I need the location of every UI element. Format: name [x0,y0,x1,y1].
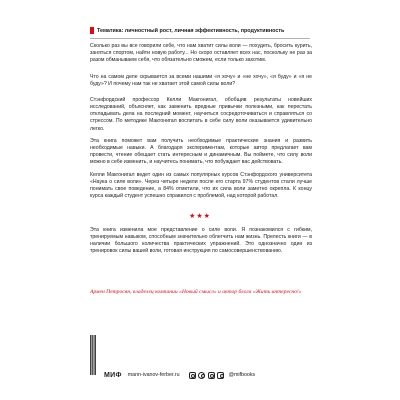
topic-text: Тематика: личностный рост, личная эффективность, продуктивность [97,27,285,34]
publisher-logo: МИФ [104,371,122,379]
social-handle[interactable]: @mifbooks [228,372,256,378]
vk-icon[interactable] [189,372,196,379]
publisher-website[interactable]: mann-ivanov-ferber.ru [127,372,180,378]
paragraph-book: Эта книга поможет вам получить необходимые практические знания и развить необходимые навыки. А благодаря экспериментам, которые автор предлагает вам провести, чтение обещает стать интересным и динамичным. Вы поймете, что силу воли можно в себе изменить, и научитесь понимать, что побуждает вас действовать. [90,138,312,166]
barcode-icon [90,335,96,375]
paragraph-question: Что на самом деле скрывается за всеми нашими «я хочу» и «не хочу», «я буду» и «я не буду»? И почему нам так не хватает этой самой силы воли? [90,74,312,88]
paragraph-review: Эта книга изменила мое представление о силе воли. Я познакомился с гибким, тренируемым навыком, способным значительно облегчить нам жизнь. Прелесть книги — в наличии большого количества практических упражнений. Это однозначно один из тренировок силы вашей воли, готовая инструкция по самосовершенствованию. [90,227,312,255]
paragraph-intro: Сколько раз вы все говорили себе, что нам хватит силы воли — похудеть, бросить курить, заняться спортом, найти новую работу... Но скоро оставляет всех нас, поскольку не раз за разом обманываем себя, что обязательно сможем, если только захотим. [90,43,312,64]
telegram-icon[interactable] [198,372,205,379]
paragraph-course: Келли Макгонигал ведет один из самых популярных курсов Стэнфордского университета «Наука о силе воли». Через четыре недели после его старта 97% студентов стали лучше понимать свое поведение, а 84% отметили, что их сила воли заметно окрепла. К концу курса каждый студент успешно справился с проблемой, над которой работал. [90,172,312,200]
youtube-icon[interactable] [208,372,215,379]
paragraph-professor: Стэнфордский профессор Келли Макгонигал, обобщив результаты новейших исследований, объясняет, как заменить вредные привычки полезными, как перестать откладывать дела на последний момент, научиться сосредоточиваться и справляться со стрессом. По методике Макгонигал воспитать в себе силу воли оказывается удивительно легко. [90,97,312,132]
divider [90,38,310,39]
instagram-icon[interactable] [217,372,224,379]
quote-attribution: Армен Петросян, владелец компании «Новый смысл» и автор блога «Жить интересно!» [90,289,302,295]
topic-marker [90,27,94,34]
publisher-footer [104,370,319,380]
stars-separator: ★★★ [189,213,211,220]
topic-line [90,27,320,34]
